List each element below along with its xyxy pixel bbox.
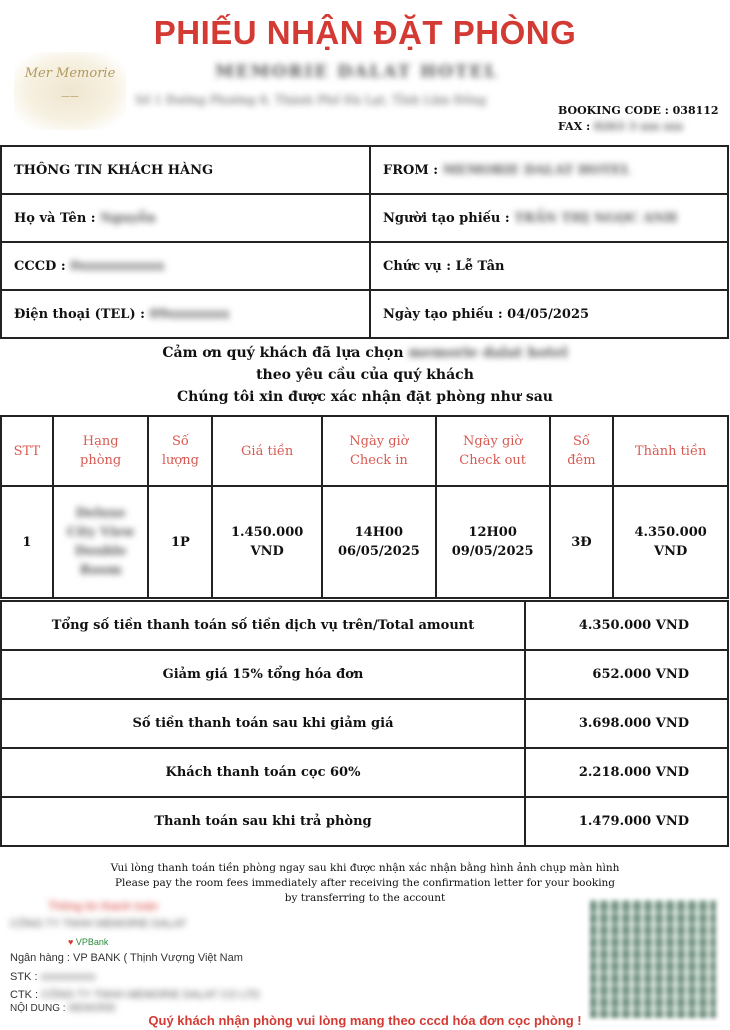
hotel-logo: Mer Memorie —— [14,52,126,130]
ctk-label: CTK : [10,989,39,1001]
row-checkout: 12H00 09/05/2025 [436,486,550,598]
total-value: 4.350.000 VND [525,601,728,650]
table-row [1,486,728,598]
customer-info-table [0,145,729,339]
row-stt: 1 [1,486,53,598]
row-room-type: Deluxe City View Double Room [53,486,149,598]
checkout-payment-value: 1.479.000 VND [525,797,728,846]
header-nights: Số đêm [550,416,614,486]
creator-value: TRẦN THỊ NGỌC ANH [514,210,678,226]
discount-value: 652.000 VND [525,650,728,699]
content-label: NỘI DUNG : [10,1003,66,1014]
from-label: FROM : [383,162,439,178]
header-stt: STT [1,416,53,486]
totals-table [0,600,729,847]
payment-account-name: CÔNG TY TNHH MEMORIE DALAT [10,918,187,930]
header-checkin: Ngày giờ Check in [322,416,436,486]
vpbank-logo-icon: ♥ [68,937,74,947]
from-value: MEMORIE DALAT HOTEL [442,162,631,178]
name-value: Nguyễn [100,210,156,226]
booking-table [0,415,729,599]
header-price: Giá tiền [212,416,322,486]
checkout-payment-label: Thanh toán sau khi trả phòng [1,797,525,846]
ctk-value: CÔNG TY TNHH MEMORIE DALAT CO LTD [41,989,260,1001]
header-checkout: Ngày giờ Check out [436,416,550,486]
created-date-cell [370,290,728,338]
thanks-prefix: Cảm ơn quý khách đã lựa chọn [162,345,404,361]
name-label: Họ và Tên : [14,210,96,226]
thanks-line-3: Chúng tôi xin được xác nhận đặt phòng như sau [177,389,553,405]
hotel-name: MEMORIE DALAT HOTEL [215,62,499,82]
hotel-address: Số 1 Đường Phường 8, Thành Phố Đà Lạt, Tỉnh Lâm Đồng [135,93,487,107]
phone-label: Điện thoại (TEL) : [14,306,145,322]
header-amount: Thành tiền [613,416,728,486]
footer-notice: Quý khách nhận phòng vui lòng mang theo cccd hóa đơn cọc phòng ! [148,1013,582,1028]
payment-note-vi: Vui lòng thanh toán tiền phòng ngay sau khi được nhận xác nhận bằng hình ảnh chụp màn hình [110,862,620,874]
bank-line: Ngân hàng : VP BANK ( Thịnh Vượng Việt Nam [10,952,243,964]
payment-info-title: Thông tin thanh toán [48,899,159,913]
after-discount-label: Số tiền thanh toán sau khi giảm giá [1,699,525,748]
total-label: Tổng số tiền thanh toán số tiền dịch vụ trên/Total amount [1,601,525,650]
created-value: 04/05/2025 [507,306,590,322]
phone-value: 09xxxxxxxx [149,306,230,322]
document-title: PHIẾU NHẬN ĐẶT PHÒNG [153,14,577,51]
fax-line [558,120,683,133]
position-cell [370,242,728,290]
ctk-line [10,989,260,1001]
payment-note-en-2: by transferring to the account [284,892,446,904]
booking-table-header [1,416,728,486]
stk-line [10,971,96,983]
header-room-type: Hạng phòng [53,416,149,486]
content-value: MEMORIE [68,1003,117,1014]
deposit-row [1,748,728,797]
position-value: Lễ Tân [455,258,505,274]
id-cell [1,242,370,290]
deposit-value: 2.218.000 VND [525,748,728,797]
thanks-line-2: theo yêu cầu của quý khách [256,367,474,383]
id-label: CCCD : [14,258,66,274]
row-amount: 4.350.000 VND [613,486,728,598]
row-quantity: 1P [148,486,212,598]
after-discount-row [1,699,728,748]
logo-text: Mer Memorie [24,66,116,81]
vpbank-brand: VPBank [75,937,109,947]
fax-value: 0263 3 xxx xxx [593,120,684,133]
created-label: Ngày tạo phiếu : [383,306,503,322]
booking-code: BOOKING CODE : 038112 [558,104,719,117]
fax-label: FAX : [558,120,591,133]
stk-label: STK : [10,971,38,983]
creator-label: Người tạo phiếu : [383,210,510,226]
row-price: 1.450.000 VND [212,486,322,598]
thanks-line-1 [0,345,730,361]
customer-section-title: THÔNG TIN KHÁCH HÀNG [1,146,370,194]
after-discount-value: 3.698.000 VND [525,699,728,748]
payment-note-en: Please pay the room fees immediately after receiving the confirmation letter for your booking [114,877,616,889]
row-nights: 3Đ [550,486,614,598]
position-label: Chức vụ : [383,258,452,274]
deposit-label: Khách thanh toán cọc 60% [1,748,525,797]
checkout-payment-row [1,797,728,846]
row-checkin: 14H00 06/05/2025 [322,486,436,598]
discount-label: Giảm giá 15% tổng hóa đơn [1,650,525,699]
thanks-hotel: memorie dalat hotel [408,345,568,361]
from-cell [370,146,728,194]
total-row [1,601,728,650]
vpbank-logo [68,937,108,947]
id-value: 0xxxxxxxxxxx [70,258,165,274]
creator-cell [370,194,728,242]
qr-code [590,900,716,1018]
header-quantity: Số lượng [148,416,212,486]
phone-cell [1,290,370,338]
name-cell [1,194,370,242]
discount-row [1,650,728,699]
stk-value: xxxxxxxxxx [40,971,96,983]
